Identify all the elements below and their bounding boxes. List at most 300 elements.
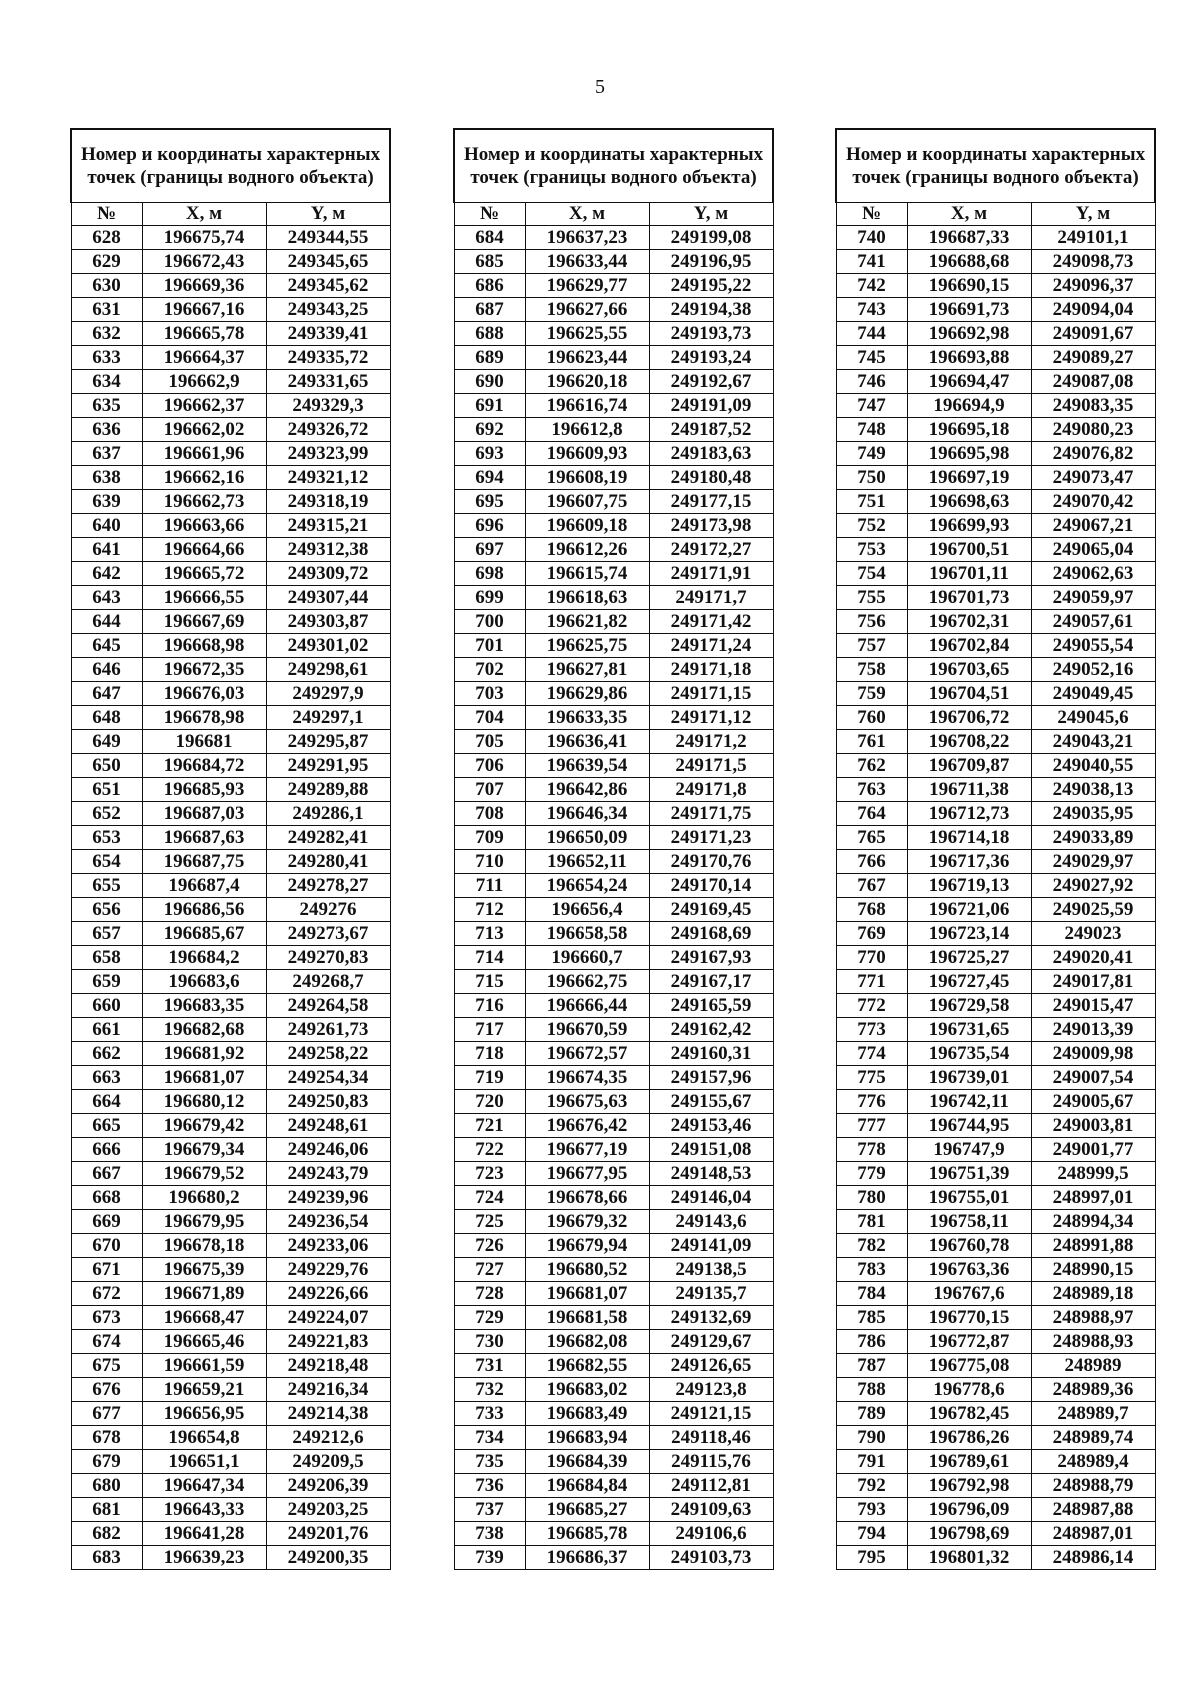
point-number-cell: 732 [454,1378,525,1402]
table-row [836,442,1155,466]
y-coordinate-cell: 249315,21 [266,514,390,538]
y-coordinate-cell: 249171,15 [649,682,773,706]
y-coordinate-cell: 249148,53 [649,1162,773,1186]
table-row [454,514,773,538]
x-coordinate-cell: 196739,01 [907,1066,1031,1090]
x-coordinate-cell: 196747,9 [907,1138,1031,1162]
point-number-cell: 634 [71,370,142,394]
y-coordinate-cell: 249323,99 [266,442,390,466]
point-number-cell: 752 [836,514,907,538]
x-coordinate-cell: 196801,32 [907,1546,1031,1570]
x-coordinate-cell: 196639,23 [142,1546,266,1570]
y-coordinate-cell: 249171,24 [649,634,773,658]
point-number-cell: 794 [836,1522,907,1546]
table-row [454,442,773,466]
x-coordinate-cell: 196760,78 [907,1234,1031,1258]
point-number-cell: 789 [836,1402,907,1426]
y-coordinate-cell: 249226,66 [266,1282,390,1306]
point-number-cell: 692 [454,418,525,442]
x-coordinate-cell: 196642,86 [525,778,649,802]
x-coordinate-cell: 196751,39 [907,1162,1031,1186]
x-coordinate-cell: 196621,82 [525,610,649,634]
table-body [454,226,773,1570]
point-number-cell: 714 [454,946,525,970]
x-coordinate-cell: 196665,72 [142,562,266,586]
point-number-cell: 739 [454,1546,525,1570]
y-coordinate-cell: 249040,55 [1031,754,1155,778]
x-coordinate-cell: 196678,98 [142,706,266,730]
table-row [71,250,390,274]
table-row [71,1474,390,1498]
x-coordinate-cell: 196721,06 [907,898,1031,922]
x-coordinate-cell: 196656,4 [525,898,649,922]
y-coordinate-cell: 249106,6 [649,1522,773,1546]
table-row [71,274,390,298]
table-row [454,802,773,826]
y-coordinate-cell: 249286,1 [266,802,390,826]
point-number-cell: 755 [836,586,907,610]
x-coordinate-cell: 196706,72 [907,706,1031,730]
table-row [836,970,1155,994]
point-number-cell: 779 [836,1162,907,1186]
table-body [836,226,1155,1570]
y-coordinate-cell: 249135,7 [649,1282,773,1306]
x-coordinate-cell: 196681,07 [525,1282,649,1306]
table-row [836,730,1155,754]
point-number-cell: 646 [71,658,142,682]
table-row [71,1498,390,1522]
table-row [454,274,773,298]
y-coordinate-cell: 249171,2 [649,730,773,754]
y-coordinate-cell: 249321,12 [266,466,390,490]
y-coordinate-cell: 249096,37 [1031,274,1155,298]
y-coordinate-cell: 249083,35 [1031,394,1155,418]
x-coordinate-cell: 196681,07 [142,1066,266,1090]
table-row [836,1306,1155,1330]
y-coordinate-cell: 249297,1 [266,706,390,730]
point-number-cell: 670 [71,1234,142,1258]
table-row [71,1114,390,1138]
x-coordinate-cell: 196675,39 [142,1258,266,1282]
y-coordinate-cell: 249109,63 [649,1498,773,1522]
point-number-cell: 704 [454,706,525,730]
x-coordinate-cell: 196662,02 [142,418,266,442]
x-coordinate-cell: 196679,42 [142,1114,266,1138]
point-number-cell: 759 [836,682,907,706]
point-number-cell: 788 [836,1378,907,1402]
table-row [454,1450,773,1474]
point-number-cell: 628 [71,226,142,250]
y-coordinate-cell: 249201,76 [266,1522,390,1546]
point-number-cell: 749 [836,442,907,466]
y-coordinate-cell: 249309,72 [266,562,390,586]
point-number-cell: 712 [454,898,525,922]
x-coordinate-cell: 196796,09 [907,1498,1031,1522]
point-number-cell: 699 [454,586,525,610]
point-number-cell: 685 [454,250,525,274]
table-row [71,1522,390,1546]
y-coordinate-cell: 249171,7 [649,586,773,610]
table-row [71,610,390,634]
table-row [454,658,773,682]
point-number-cell: 679 [71,1450,142,1474]
table-row [454,1378,773,1402]
x-coordinate-cell: 196681 [142,730,266,754]
column-header-y: Y, м [1031,203,1155,226]
x-coordinate-cell: 196662,73 [142,490,266,514]
x-coordinate-cell: 196654,24 [525,874,649,898]
table-row [454,394,773,418]
table-row [454,490,773,514]
x-coordinate-cell: 196612,8 [525,418,649,442]
table-row [836,946,1155,970]
table-row [71,634,390,658]
y-coordinate-cell: 249171,5 [649,754,773,778]
x-coordinate-cell: 196675,63 [525,1090,649,1114]
x-coordinate-cell: 196623,44 [525,346,649,370]
y-coordinate-cell: 249221,83 [266,1330,390,1354]
y-coordinate-cell: 249157,96 [649,1066,773,1090]
point-number-cell: 734 [454,1426,525,1450]
table-row [71,730,390,754]
table-title: Номер и координаты характерных точек (границы водного объекта) [71,129,390,203]
x-coordinate-cell: 196778,6 [907,1378,1031,1402]
x-coordinate-cell: 196685,78 [525,1522,649,1546]
y-coordinate-cell: 249192,67 [649,370,773,394]
x-coordinate-cell: 196664,66 [142,538,266,562]
x-coordinate-cell: 196682,55 [525,1354,649,1378]
point-number-cell: 722 [454,1138,525,1162]
x-coordinate-cell: 196694,9 [907,394,1031,418]
point-number-cell: 669 [71,1210,142,1234]
y-coordinate-cell: 249162,42 [649,1018,773,1042]
y-coordinate-cell: 249167,17 [649,970,773,994]
table-row [454,898,773,922]
x-coordinate-cell: 196792,98 [907,1474,1031,1498]
point-number-cell: 647 [71,682,142,706]
x-coordinate-cell: 196667,69 [142,610,266,634]
table-row [71,322,390,346]
table-row [71,1402,390,1426]
point-number-cell: 770 [836,946,907,970]
y-coordinate-cell: 249243,79 [266,1162,390,1186]
x-coordinate-cell: 196636,41 [525,730,649,754]
point-number-cell: 783 [836,1258,907,1282]
x-coordinate-cell: 196742,11 [907,1090,1031,1114]
table-row [454,1474,773,1498]
table-row [836,298,1155,322]
y-coordinate-cell: 249276 [266,898,390,922]
point-number-cell: 740 [836,226,907,250]
x-coordinate-cell: 196680,2 [142,1186,266,1210]
x-coordinate-cell: 196625,55 [525,322,649,346]
table-row [71,370,390,394]
y-coordinate-cell: 249345,65 [266,250,390,274]
x-coordinate-cell: 196671,89 [142,1282,266,1306]
x-coordinate-cell: 196615,74 [525,562,649,586]
y-coordinate-cell: 249301,02 [266,634,390,658]
table-row [836,922,1155,946]
x-coordinate-cell: 196609,93 [525,442,649,466]
x-coordinate-cell: 196679,94 [525,1234,649,1258]
point-number-cell: 731 [454,1354,525,1378]
point-number-cell: 718 [454,1042,525,1066]
x-coordinate-cell: 196692,98 [907,322,1031,346]
x-coordinate-cell: 196663,66 [142,514,266,538]
table-row [71,778,390,802]
point-number-cell: 744 [836,322,907,346]
table-row [71,874,390,898]
y-coordinate-cell: 249273,67 [266,922,390,946]
x-coordinate-cell: 196775,08 [907,1354,1031,1378]
point-number-cell: 771 [836,970,907,994]
table-row [71,586,390,610]
column-header-number: № [454,203,525,226]
y-coordinate-cell: 249171,75 [649,802,773,826]
table-row [454,466,773,490]
table-row [454,946,773,970]
table-row [836,418,1155,442]
table-row [71,1018,390,1042]
point-number-cell: 695 [454,490,525,514]
point-number-cell: 694 [454,466,525,490]
point-number-cell: 667 [71,1162,142,1186]
table-row [454,634,773,658]
table-row [836,874,1155,898]
y-coordinate-cell: 248991,88 [1031,1234,1155,1258]
point-number-cell: 765 [836,826,907,850]
table-row [71,658,390,682]
point-number-cell: 698 [454,562,525,586]
point-number-cell: 652 [71,802,142,826]
point-number-cell: 745 [836,346,907,370]
point-number-cell: 764 [836,802,907,826]
x-coordinate-cell: 196652,11 [525,850,649,874]
point-number-cell: 682 [71,1522,142,1546]
table-row [454,562,773,586]
y-coordinate-cell: 249191,09 [649,394,773,418]
y-coordinate-cell: 249171,42 [649,610,773,634]
point-number-cell: 760 [836,706,907,730]
x-coordinate-cell: 196633,35 [525,706,649,730]
point-number-cell: 777 [836,1114,907,1138]
x-coordinate-cell: 196629,86 [525,682,649,706]
y-coordinate-cell: 249291,95 [266,754,390,778]
y-coordinate-cell: 249280,41 [266,850,390,874]
table-row [836,754,1155,778]
x-coordinate-cell: 196664,37 [142,346,266,370]
y-coordinate-cell: 249193,73 [649,322,773,346]
y-coordinate-cell: 249203,25 [266,1498,390,1522]
point-number-cell: 773 [836,1018,907,1042]
y-coordinate-cell: 249270,83 [266,946,390,970]
x-coordinate-cell: 196620,18 [525,370,649,394]
y-coordinate-cell: 249027,92 [1031,874,1155,898]
point-number-cell: 629 [71,250,142,274]
point-number-cell: 664 [71,1090,142,1114]
table-row [454,1138,773,1162]
x-coordinate-cell: 196767,6 [907,1282,1031,1306]
y-coordinate-cell: 249199,08 [649,226,773,250]
column-header-number: № [71,203,142,226]
table-row [454,538,773,562]
x-coordinate-cell: 196674,35 [525,1066,649,1090]
point-number-cell: 713 [454,922,525,946]
x-coordinate-cell: 196725,27 [907,946,1031,970]
point-number-cell: 768 [836,898,907,922]
x-coordinate-cell: 196695,98 [907,442,1031,466]
x-coordinate-cell: 196683,35 [142,994,266,1018]
x-coordinate-cell: 196662,9 [142,370,266,394]
y-coordinate-cell: 249115,76 [649,1450,773,1474]
table-row [71,346,390,370]
coordinates-table-3 [835,128,1156,1570]
table-row [71,1090,390,1114]
table-row [71,490,390,514]
y-coordinate-cell: 249169,45 [649,898,773,922]
y-coordinate-cell: 249173,98 [649,514,773,538]
y-coordinate-cell: 249218,48 [266,1354,390,1378]
point-number-cell: 726 [454,1234,525,1258]
table-row [836,490,1155,514]
point-number-cell: 671 [71,1258,142,1282]
y-coordinate-cell: 249080,23 [1031,418,1155,442]
table-row [454,322,773,346]
y-coordinate-cell: 249160,31 [649,1042,773,1066]
x-coordinate-cell: 196618,63 [525,586,649,610]
table-row [836,1258,1155,1282]
point-number-cell: 701 [454,634,525,658]
point-number-cell: 747 [836,394,907,418]
point-number-cell: 644 [71,610,142,634]
point-number-cell: 687 [454,298,525,322]
x-coordinate-cell: 196708,22 [907,730,1031,754]
point-number-cell: 733 [454,1402,525,1426]
x-coordinate-cell: 196682,68 [142,1018,266,1042]
table-row [71,1210,390,1234]
table-row [71,1162,390,1186]
x-coordinate-cell: 196744,95 [907,1114,1031,1138]
table-row [836,1090,1155,1114]
point-number-cell: 700 [454,610,525,634]
y-coordinate-cell: 249121,15 [649,1402,773,1426]
y-coordinate-cell: 249254,34 [266,1066,390,1090]
table-row [836,1522,1155,1546]
table-row [836,1138,1155,1162]
x-coordinate-cell: 196702,31 [907,610,1031,634]
x-coordinate-cell: 196758,11 [907,1210,1031,1234]
column-header-x: X, м [525,203,649,226]
point-number-cell: 727 [454,1258,525,1282]
table-row [71,1258,390,1282]
x-coordinate-cell: 196731,65 [907,1018,1031,1042]
table-row [454,1186,773,1210]
y-coordinate-cell: 249165,59 [649,994,773,1018]
x-coordinate-cell: 196688,68 [907,250,1031,274]
y-coordinate-cell: 249013,39 [1031,1018,1155,1042]
table-title: Номер и координаты характерных точек (границы водного объекта) [836,129,1155,203]
y-coordinate-cell: 249101,1 [1031,226,1155,250]
x-coordinate-cell: 196678,66 [525,1186,649,1210]
x-coordinate-cell: 196682,08 [525,1330,649,1354]
table-row [836,370,1155,394]
x-coordinate-cell: 196643,33 [142,1498,266,1522]
x-coordinate-cell: 196608,19 [525,466,649,490]
x-coordinate-cell: 196672,35 [142,658,266,682]
point-number-cell: 665 [71,1114,142,1138]
x-coordinate-cell: 196679,52 [142,1162,266,1186]
table-row [454,682,773,706]
y-coordinate-cell: 249153,46 [649,1114,773,1138]
table-row [836,466,1155,490]
x-coordinate-cell: 196672,57 [525,1042,649,1066]
table-row [836,1474,1155,1498]
x-coordinate-cell: 196641,28 [142,1522,266,1546]
point-number-cell: 637 [71,442,142,466]
table-row [454,298,773,322]
point-number-cell: 711 [454,874,525,898]
table-row [71,1354,390,1378]
point-number-cell: 691 [454,394,525,418]
y-coordinate-cell: 249171,91 [649,562,773,586]
point-number-cell: 708 [454,802,525,826]
x-coordinate-cell: 196607,75 [525,490,649,514]
y-coordinate-cell: 249209,5 [266,1450,390,1474]
x-coordinate-cell: 196627,66 [525,298,649,322]
y-coordinate-cell: 249268,7 [266,970,390,994]
table-row [836,1546,1155,1570]
point-number-cell: 658 [71,946,142,970]
point-number-cell: 717 [454,1018,525,1042]
x-coordinate-cell: 196711,38 [907,778,1031,802]
table-row [836,706,1155,730]
y-coordinate-cell: 249195,22 [649,274,773,298]
y-coordinate-cell: 249155,67 [649,1090,773,1114]
table-row [836,274,1155,298]
table-row [836,226,1155,250]
x-coordinate-cell: 196691,73 [907,298,1031,322]
table-row [454,754,773,778]
x-coordinate-cell: 196699,93 [907,514,1031,538]
y-coordinate-cell: 249126,65 [649,1354,773,1378]
y-coordinate-cell: 249343,25 [266,298,390,322]
page-number: 5 [595,76,605,98]
table-row [836,1186,1155,1210]
x-coordinate-cell: 196661,96 [142,442,266,466]
table-row [71,898,390,922]
point-number-cell: 645 [71,634,142,658]
x-coordinate-cell: 196719,13 [907,874,1031,898]
x-coordinate-cell: 196679,95 [142,1210,266,1234]
point-number-cell: 716 [454,994,525,1018]
y-coordinate-cell: 249303,87 [266,610,390,634]
table-row [836,1354,1155,1378]
y-coordinate-cell: 249091,67 [1031,322,1155,346]
point-number-cell: 715 [454,970,525,994]
x-coordinate-cell: 196697,19 [907,466,1031,490]
x-coordinate-cell: 196700,51 [907,538,1031,562]
x-coordinate-cell: 196679,32 [525,1210,649,1234]
x-coordinate-cell: 196695,18 [907,418,1031,442]
y-coordinate-cell: 249261,73 [266,1018,390,1042]
x-coordinate-cell: 196679,34 [142,1138,266,1162]
point-number-cell: 633 [71,346,142,370]
y-coordinate-cell: 249307,44 [266,586,390,610]
y-coordinate-cell: 249331,65 [266,370,390,394]
table-row [71,1186,390,1210]
point-number-cell: 761 [836,730,907,754]
y-coordinate-cell: 249194,38 [649,298,773,322]
